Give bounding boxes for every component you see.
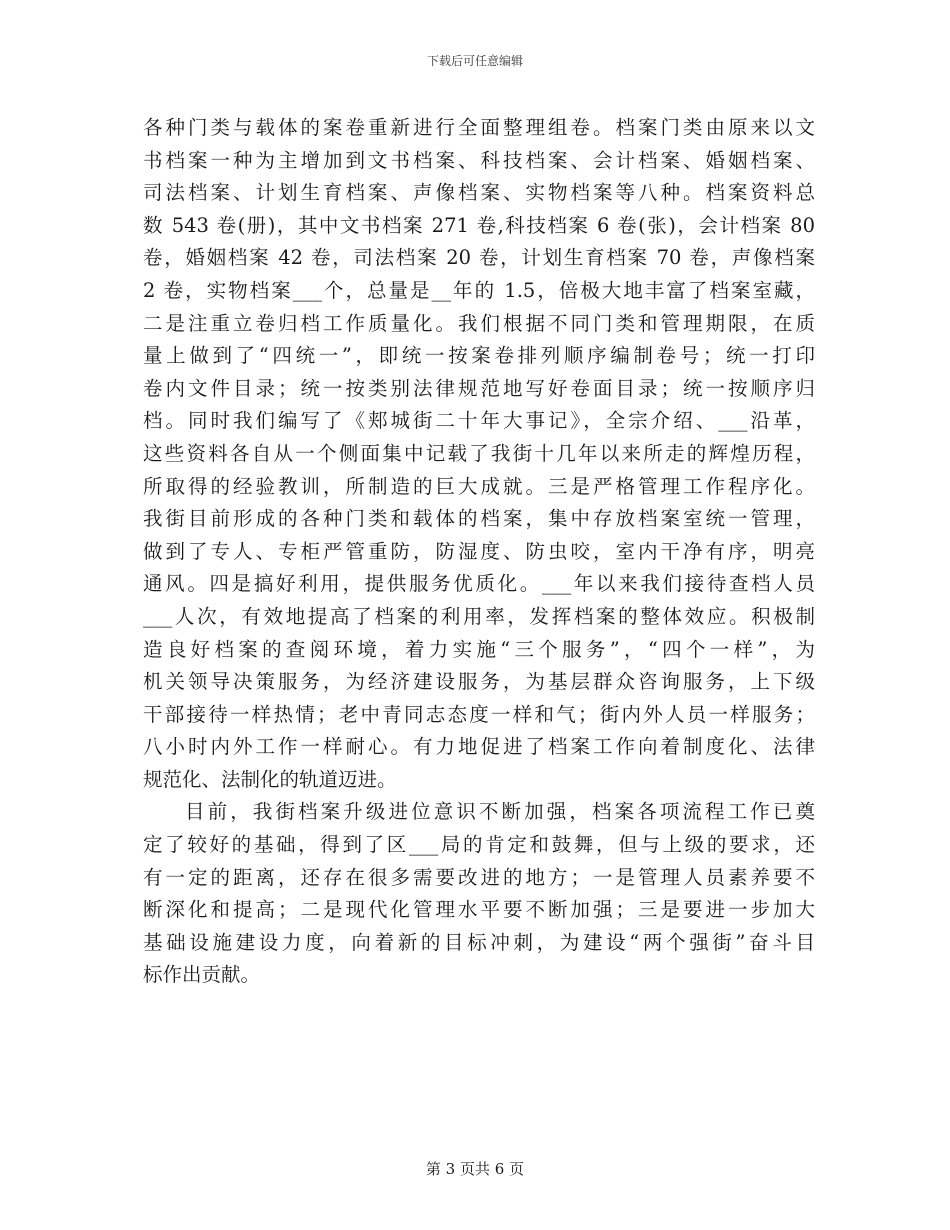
text-line: 档。同时我们编写了《郏城街二十年大事记》，全宗介绍、___沿革， (143, 409, 815, 433)
text-line: 有一定的距离，还存在很多需要改进的地方；一是管理人员素养要不 (143, 865, 815, 889)
text-line: ___人次，有效地提高了档案的利用率，发挥档案的整体效应。积极制 (143, 604, 815, 628)
text-line: 我街目前形成的各种门类和载体的档案，集中存放档案室统一管理， (143, 507, 815, 531)
text-line: 标作出贡献。 (143, 963, 261, 987)
text-line: 定了较好的基础，得到了区___局的肯定和鼓舞，但与上级的要求，还 (143, 833, 815, 857)
text-line: 目前，我街档案升级进位意识不断加强，档案各项流程工作已奠 (185, 800, 815, 824)
text-line: 这些资料各自从一个侧面集中记载了我街十几年以来所走的辉煌历程， (143, 441, 815, 465)
text-line: 造良好档案的查阅环境，着力实施“三个服务”，“四个一样”，为 (143, 637, 815, 661)
text-line: 司法档案、计划生育档案、声像档案、实物档案等八种。档案资料总 (143, 181, 815, 205)
text-line: 2 卷，实物档案___个，总量是__年的 1.5，倍极大地丰富了档案室藏， (143, 278, 815, 302)
text-line: 书档案一种为主增加到文书档案、科技档案、会计档案、婚姻档案、 (143, 148, 815, 172)
text-line: 做到了专人、专柜严管重防，防湿度、防虫咬，室内干净有序，明亮 (143, 539, 815, 563)
text-line: 量上做到了“四统一”，即统一按案卷排列顺序编制卷号；统一打印 (143, 344, 815, 368)
text-line: 各种门类与载体的案卷重新进行全面整理组卷。档案门类由原来以文 (143, 116, 815, 139)
text-line: 卷，婚姻档案 42 卷，司法档案 20 卷，计划生育档案 70 卷，声像档案 (143, 246, 815, 270)
text-line: 通风。四是搞好利用，提供服务优质化。___年以来我们接待查档人员 (143, 572, 815, 596)
text-line: 规范化、法制化的轨道迈进。 (143, 767, 397, 791)
text-line: 断深化和提高；二是现代化管理水平要不断加强；三是要进一步加大 (143, 898, 815, 922)
document-body (143, 112, 815, 992)
text-line: 机关领导决策服务，为经济建设服务，为基层群众咨询服务，上下级 (143, 670, 815, 694)
text-line: 数 543 卷(册)，其中文书档案 271 卷,科技档案 6 卷(张)，会计档案 80 (143, 213, 815, 237)
page-header: 下载后可任意编辑 (426, 54, 523, 68)
text-line: 八小时内外工作一样耐心。有力地促进了档案工作向着制度化、法律 (143, 735, 815, 759)
text-line: 基础设施建设力度，向着新的目标冲刺，为建设“两个强街”奋斗目 (143, 930, 815, 954)
paragraph (143, 112, 815, 796)
text-line: 卷内文件目录；统一按类别法律规范地写好卷面目录；统一按顺序归 (143, 376, 815, 400)
text-line: 二是注重立卷归档工作质量化。我们根据不同门类和管理期限，在质 (143, 311, 815, 335)
page-number: 第 3 页共 6 页 (425, 1160, 525, 1178)
text-line: 干部接待一样热情；老中青同志态度一样和气；街内外人员一样服务； (143, 702, 815, 726)
text-line: 所取得的经验教训，所制造的巨大成就。三是严格管理工作程序化。 (143, 474, 815, 498)
paragraph (143, 796, 815, 992)
